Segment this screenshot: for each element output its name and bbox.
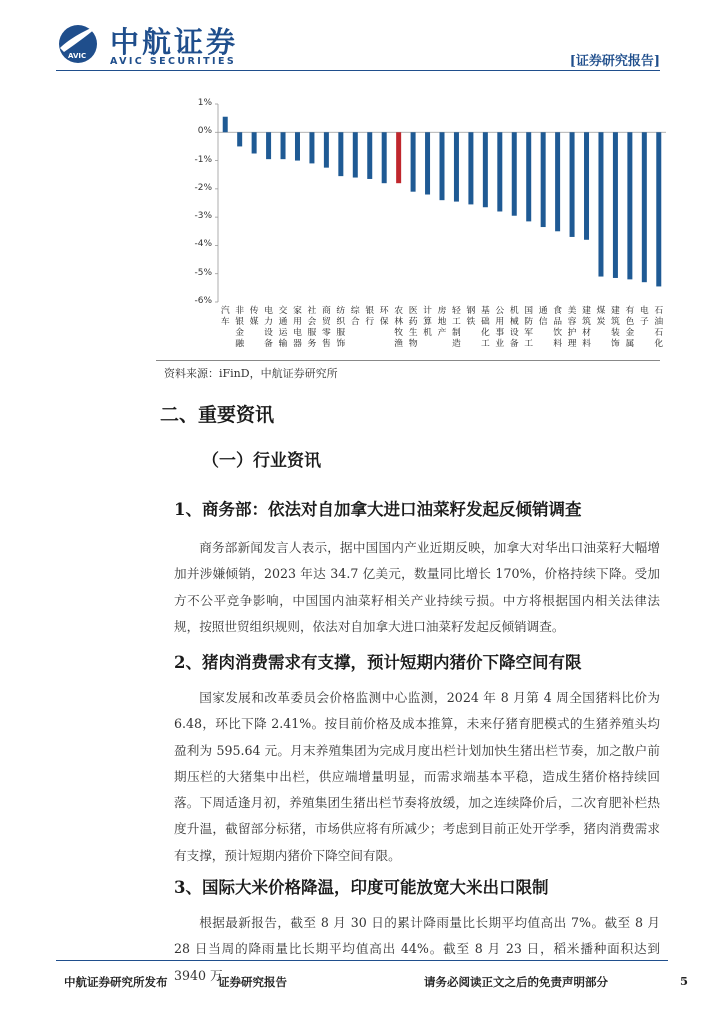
- x-category-label: 建筑装饰: [611, 306, 620, 349]
- bar-4: [281, 132, 286, 159]
- footer-divider: [56, 960, 668, 961]
- logo-badge-text: AVIC: [68, 52, 87, 60]
- page-number: 5: [680, 974, 689, 988]
- y-tick-label: -5%: [194, 267, 212, 278]
- news-item-1-body: 商务部新闻发言人表示，据中国国内产业近期反映，加拿大对华出口油菜籽大幅增加并涉嫌倾销，2023 年达 34.7 亿美元，数量同比增长 170%，价格持续下降。受加方不公平竞争影响，中国国内油菜籽相关产业持续亏损。中方将根据国内相关法律法规，按照世贸组织规则，依法对自加拿大进口油菜籽发起反倾销调查。: [174, 540, 660, 634]
- x-category-label: 医药生物: [408, 306, 418, 349]
- chart-source: 资料来源：iFinD，中航证券研究所: [164, 367, 338, 380]
- x-category-label: 电子: [639, 306, 649, 327]
- bar-29: [642, 132, 647, 282]
- x-category-label: 电力设备: [264, 306, 273, 349]
- news-item-2-title: 2、猪肉消费需求有支撑，预计短期内猪价下降空间有限: [174, 653, 582, 672]
- bar-9: [353, 132, 358, 177]
- y-tick-label: -1%: [194, 154, 212, 165]
- y-tick-label: -2%: [194, 182, 212, 193]
- bar-20: [512, 132, 517, 215]
- y-tick-label: 1%: [197, 98, 212, 108]
- bar-24: [570, 132, 575, 237]
- x-category-label: 非银金融: [235, 306, 245, 349]
- x-category-label: 通信: [538, 306, 548, 327]
- bar-25: [584, 132, 589, 239]
- source-divider: [156, 360, 660, 361]
- bar-8: [338, 132, 343, 176]
- page-header: [0, 0, 724, 80]
- x-category-label: 银行: [365, 306, 375, 327]
- x-category-label: 钢铁: [466, 306, 476, 327]
- x-category-label: 房地产: [437, 306, 447, 338]
- bar-10: [367, 132, 372, 179]
- bar-6: [309, 132, 314, 163]
- bar-3: [266, 132, 271, 159]
- bar-28: [627, 132, 632, 279]
- x-category-label: 轻工制造: [452, 306, 461, 349]
- news-item-3-title: 3、国际大米价格降温，印度可能放宽大米出口限制: [174, 878, 549, 897]
- bar-15: [440, 132, 445, 200]
- x-category-label: 纺织服饰: [336, 306, 346, 349]
- x-category-label: 机械设备: [509, 306, 519, 349]
- x-category-label: 汽车: [220, 306, 230, 327]
- x-category-label: 社会服务: [307, 306, 317, 349]
- bar-23: [555, 132, 560, 231]
- subsection-title: （一）行业资讯: [202, 451, 321, 471]
- x-category-label: 食品饮料: [553, 306, 563, 349]
- y-tick-label: -3%: [194, 211, 212, 222]
- x-category-label: 基础化工: [480, 306, 490, 349]
- y-tick-label: 0%: [197, 126, 212, 137]
- footer-publisher: 中航证券研究所发布: [64, 975, 168, 989]
- bar-26: [598, 132, 603, 276]
- footer-disclaimer: 请务必阅读正文之后的免责声明部分: [424, 975, 608, 989]
- bar-21: [526, 132, 531, 221]
- industry-performance-chart: [182, 92, 672, 354]
- company-logo: [56, 20, 296, 68]
- bar-1: [237, 132, 242, 146]
- x-category-label: 国防军工: [524, 306, 534, 349]
- y-tick-label: -4%: [194, 239, 212, 250]
- bar-27: [613, 132, 618, 278]
- bar-22: [541, 132, 546, 227]
- bar-2: [252, 132, 257, 153]
- x-category-label: 环保: [379, 306, 389, 327]
- bar-18: [483, 132, 488, 207]
- bar-17: [468, 132, 473, 204]
- x-category-label: 商贸零售: [321, 306, 331, 349]
- bar-5: [295, 132, 300, 160]
- news-item-3-body: 根据最新报告，截至 8 月 30 日的累计降雨量比长期平均值高出 7%。截至 8 月 28 日当周的降雨量比长期平均值高出 44%。截至 8 月 23 日，稻米播种面积达到 3940 万: [174, 915, 660, 983]
- x-category-label: 传媒: [249, 306, 259, 327]
- x-category-label: 交通运输: [278, 306, 288, 349]
- y-tick-label: -6%: [194, 296, 212, 306]
- x-category-label: 家用电器: [293, 306, 302, 349]
- bar-16: [454, 132, 459, 201]
- page-footer: [0, 968, 724, 998]
- x-category-label: 美容护理: [567, 306, 577, 349]
- bar-11: [382, 132, 387, 183]
- section-title: 二、重要资讯: [160, 404, 275, 426]
- news-item-1-title: 1、商务部：依法对自加拿大进口油菜籽发起反倾销调查: [174, 500, 582, 519]
- x-category-label: 综合: [350, 306, 360, 327]
- bar-12: [396, 132, 401, 183]
- footer-report-type: 证券研究报告: [218, 975, 287, 989]
- x-category-label: 计算机: [423, 306, 432, 338]
- report-type-tag: [证券研究报告]: [569, 54, 660, 69]
- news-item-2-body: 国家发展和改革委员会价格监测中心监测，2024 年 8 月第 4 周全国猪料比价为 6.48，环比下降 2.41%。按目前价格及成本推算，未来仔猪育肥模式的生猪养殖头均盈利为 595.64 元。月末养殖集团为完成月度出栏计划加快生猪出栏节奏，加之散户前期压栏的大猪集中出栏，供应端增量明显，而需求端基本平稳，造成生猪价格持续回落。下周适逢月初，养殖集团生猪出栏节奏将放缓，加之连续降价后，二次育肥补栏热度升温，截留部分标猪，市场供应将有所减少；考虑到目前正处开学季，猪肉消费需求有支撑，预计短期内猪价下降空间有限。: [174, 690, 660, 863]
- logo-english-name: AVIC SECURITIES: [110, 56, 237, 67]
- bar-0: [223, 117, 228, 133]
- x-category-label: 公用事业: [495, 306, 505, 349]
- header-divider: [56, 70, 660, 71]
- bar-13: [411, 132, 416, 191]
- x-category-label: 建筑材料: [582, 306, 591, 349]
- bar-7: [324, 132, 329, 167]
- avic-logo-icon: [56, 20, 100, 64]
- x-category-label: 农林牧渔: [394, 306, 404, 349]
- x-category-label: 石油石化: [654, 306, 664, 349]
- bar-30: [656, 132, 661, 286]
- logo-chinese-name: 中航证券: [110, 25, 239, 59]
- bar-19: [497, 132, 502, 211]
- x-category-label: 煤炭: [596, 306, 606, 327]
- bar-14: [425, 132, 430, 194]
- x-category-label: 有色金属: [625, 306, 635, 349]
